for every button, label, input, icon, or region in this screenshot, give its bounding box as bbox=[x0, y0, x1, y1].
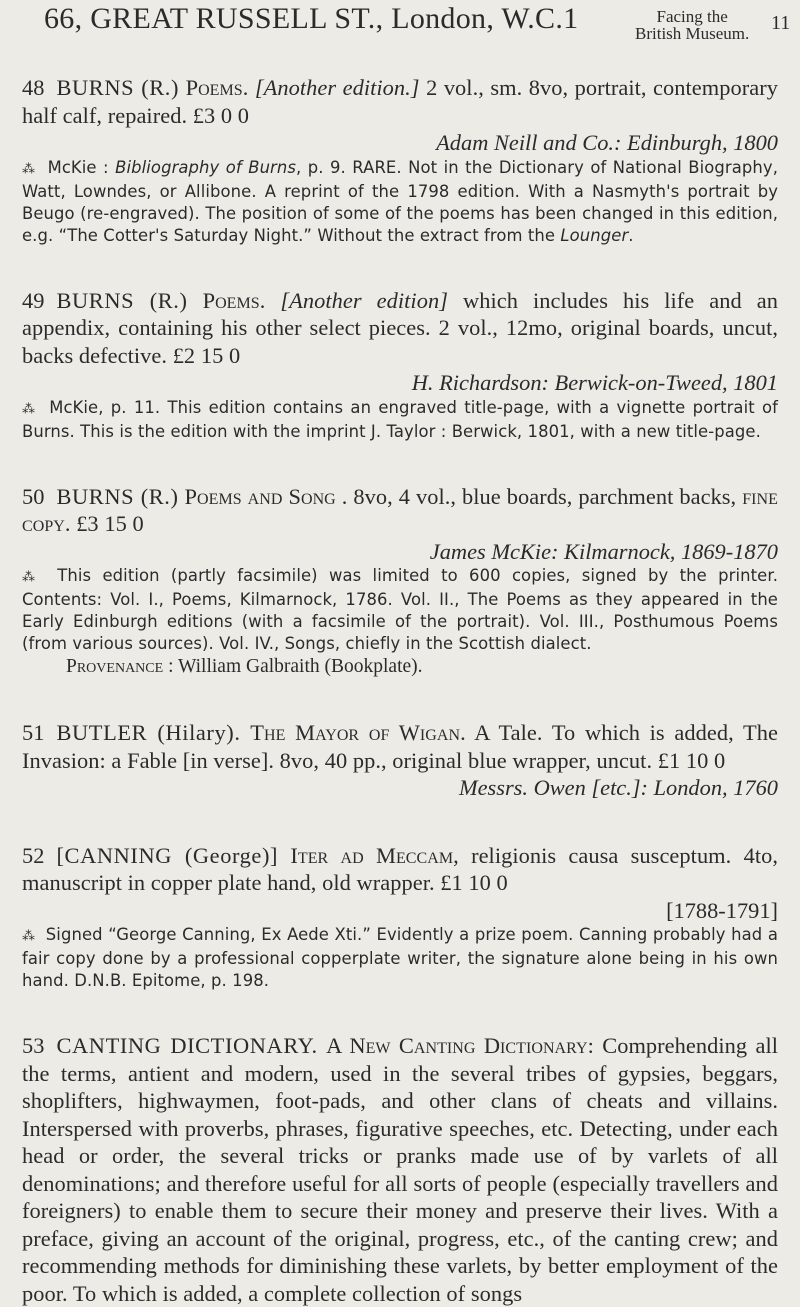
entry-edition: [Another edition] bbox=[280, 287, 448, 313]
entry-description: Comprehending all the terms, antient and modern, used in the several tribes of gypsies, beggars, shoplifters, highwaymen, foot-pads, and other clans of cheats and villains. Interspersed with proverbs, phrases, figurative speeches, etc. Detecting, under each head or order, the several tricks or pranks made use of by varlets of all denominations; and therefore useful for all sorts of people (especially travellers and foreigners) to enable them to secure their money and preserve their lives. With a preface, giving an account of the original, progress, etc., of the canting crew; and recommending methods for diminishing these varlets, by better employment of the poor. To which is added, a complete collection of songs bbox=[22, 1033, 779, 1306]
entry-description: A Tale. To which is added, The Invasion: a Fable [in verse]. 8vo, 40 pp., original blue wrapper, uncut. bbox=[22, 720, 779, 773]
catalogue-entry-50 bbox=[22, 483, 778, 680]
catalogue-entry-52 bbox=[22, 842, 778, 993]
bookseller-address: 66, GREAT RUSSELL ST., London, W.C.1 bbox=[44, 2, 579, 35]
entry-author: BUTLER (Hilary). bbox=[56, 720, 241, 745]
entry-title: Poems. bbox=[185, 75, 249, 100]
asterism-icon: ⁂ bbox=[22, 401, 36, 417]
entry-author: CANTING DICTIONARY. bbox=[56, 1033, 318, 1058]
catalogue-entry-51 bbox=[22, 719, 778, 802]
entry-title: A New Canting Dictionary: bbox=[326, 1033, 594, 1058]
entry-price: £3 0 0 bbox=[192, 102, 250, 128]
catalogue-entry-49 bbox=[22, 287, 778, 443]
entry-date: [1788-1791] bbox=[666, 897, 778, 923]
entry-heading bbox=[22, 719, 778, 774]
entry-price: £2 15 0 bbox=[172, 342, 241, 368]
asterism-icon: ⁂ bbox=[22, 570, 40, 585]
entry-publisher: H. Richardson: Berwick-on-Tweed, 1801 bbox=[411, 370, 778, 395]
entry-author: BURNS (R.) bbox=[56, 75, 180, 100]
entry-author: BURNS (R.) bbox=[56, 287, 188, 313]
entry-edition: [Another edition.] bbox=[254, 75, 420, 100]
entry-description: 8vo, 4 vol., blue boards, parchment backs, bbox=[353, 483, 737, 509]
entry-publisher: Messrs. Owen [etc.]: London, 1760 bbox=[458, 775, 778, 800]
entry-number: 50 bbox=[22, 483, 45, 509]
entry-publisher: James McKie: Kilmarnock, 1869-1870 bbox=[429, 538, 778, 564]
provenance-label: Provenance bbox=[66, 656, 164, 677]
entry-title: The Mayor of Wigan. bbox=[250, 720, 466, 745]
entry-heading bbox=[22, 287, 778, 370]
entry-heading bbox=[22, 1032, 778, 1307]
entry-condition: fine copy. bbox=[22, 483, 778, 536]
entry-provenance bbox=[22, 655, 778, 679]
entry-number: 53 bbox=[22, 1033, 45, 1058]
entry-description: 2 vol., sm. 8vo, portrait, contemporary half calf, repaired. bbox=[22, 75, 778, 128]
provenance-text: : William Galbraith (Bookplate). bbox=[163, 656, 423, 677]
entry-author: [CANNING (George)] bbox=[56, 842, 279, 868]
entry-heading bbox=[22, 74, 778, 129]
entry-number: 48 bbox=[22, 75, 45, 100]
entry-title: Poems. bbox=[202, 287, 266, 313]
entry-description: religionis causa susceptum. 4to, manuscript in copper plate hand, old wrapper. bbox=[22, 842, 778, 895]
entry-price: £1 10 0 bbox=[440, 870, 508, 895]
location-note bbox=[635, 8, 749, 42]
entry-note: ⁂ McKie, p. 11. This edition contains an engraved title-page, with a vignette portrait of Burns. This is the edition with the imprint J. Taylor : Berwick, 1801, with a new title-page. bbox=[22, 397, 779, 441]
entry-note: ⁂ Signed “George Canning, Ex Aede Xti.” Evidently a prize poem. Canning probably had a fair copy done by a professional copperplate writer, the signature alone being in his own hand. D.N.B. Epitome, p. 198. bbox=[22, 925, 778, 990]
catalogue-entry-53 bbox=[22, 1032, 778, 1307]
entry-title: Iter ad Meccam, bbox=[290, 842, 459, 868]
entry-heading bbox=[22, 483, 778, 538]
catalogue-entry-48 bbox=[22, 74, 778, 247]
entry-price: £3 15 0 bbox=[76, 511, 144, 536]
entry-price: £1 10 0 bbox=[657, 747, 726, 773]
entry-publisher: Adam Neill and Co.: Edinburgh, 1800 bbox=[436, 130, 778, 155]
entry-note: ⁂ McKie : Bibliography of Burns, p. 9. RARE. Not in the Dictionary of National Biography, Watt, Lowndes, or Allibone. A reprint of the 1798 edition. With a Nasmyth's portrait by Beugo (re-engraved). The position of some of the poems has been changed in this edition, e.g. “The Cotter's Saturday Night.” Without the extract from the Lounger. bbox=[22, 157, 779, 245]
location-note-line2: British Museum. bbox=[635, 24, 750, 43]
page-number: 11 bbox=[771, 12, 791, 34]
asterism-icon: ⁂ bbox=[22, 929, 35, 944]
entry-number: 51 bbox=[22, 720, 45, 745]
asterism-icon: ⁂ bbox=[22, 161, 36, 177]
entry-note: ⁂ This edition (partly facsimile) was limited to 600 copies, signed by the printer. Contents: Vol. I., Poems, Kilmarnock, 1786. Vol. II., The Poems as they appeared in the Early Edinburgh editions (with a facsimile of the portrait). Vol. III., Posthumous Poems (from various sources). Vol. IV., Songs, chiefly in the Scottish dialect. bbox=[22, 566, 778, 653]
entry-number: 49 bbox=[22, 287, 45, 313]
entry-title: Poems and Song . bbox=[184, 483, 348, 509]
entry-author: BURNS (R.) bbox=[56, 483, 179, 509]
entry-heading bbox=[22, 842, 778, 897]
running-head bbox=[22, 0, 791, 74]
entry-description: which includes his life and an appendix, containing his other select pieces. 2 vol., 12mo, original boards, uncut, backs defective. bbox=[22, 287, 779, 368]
location-note-line1: Facing the bbox=[656, 7, 728, 26]
entry-number: 52 bbox=[22, 842, 45, 868]
